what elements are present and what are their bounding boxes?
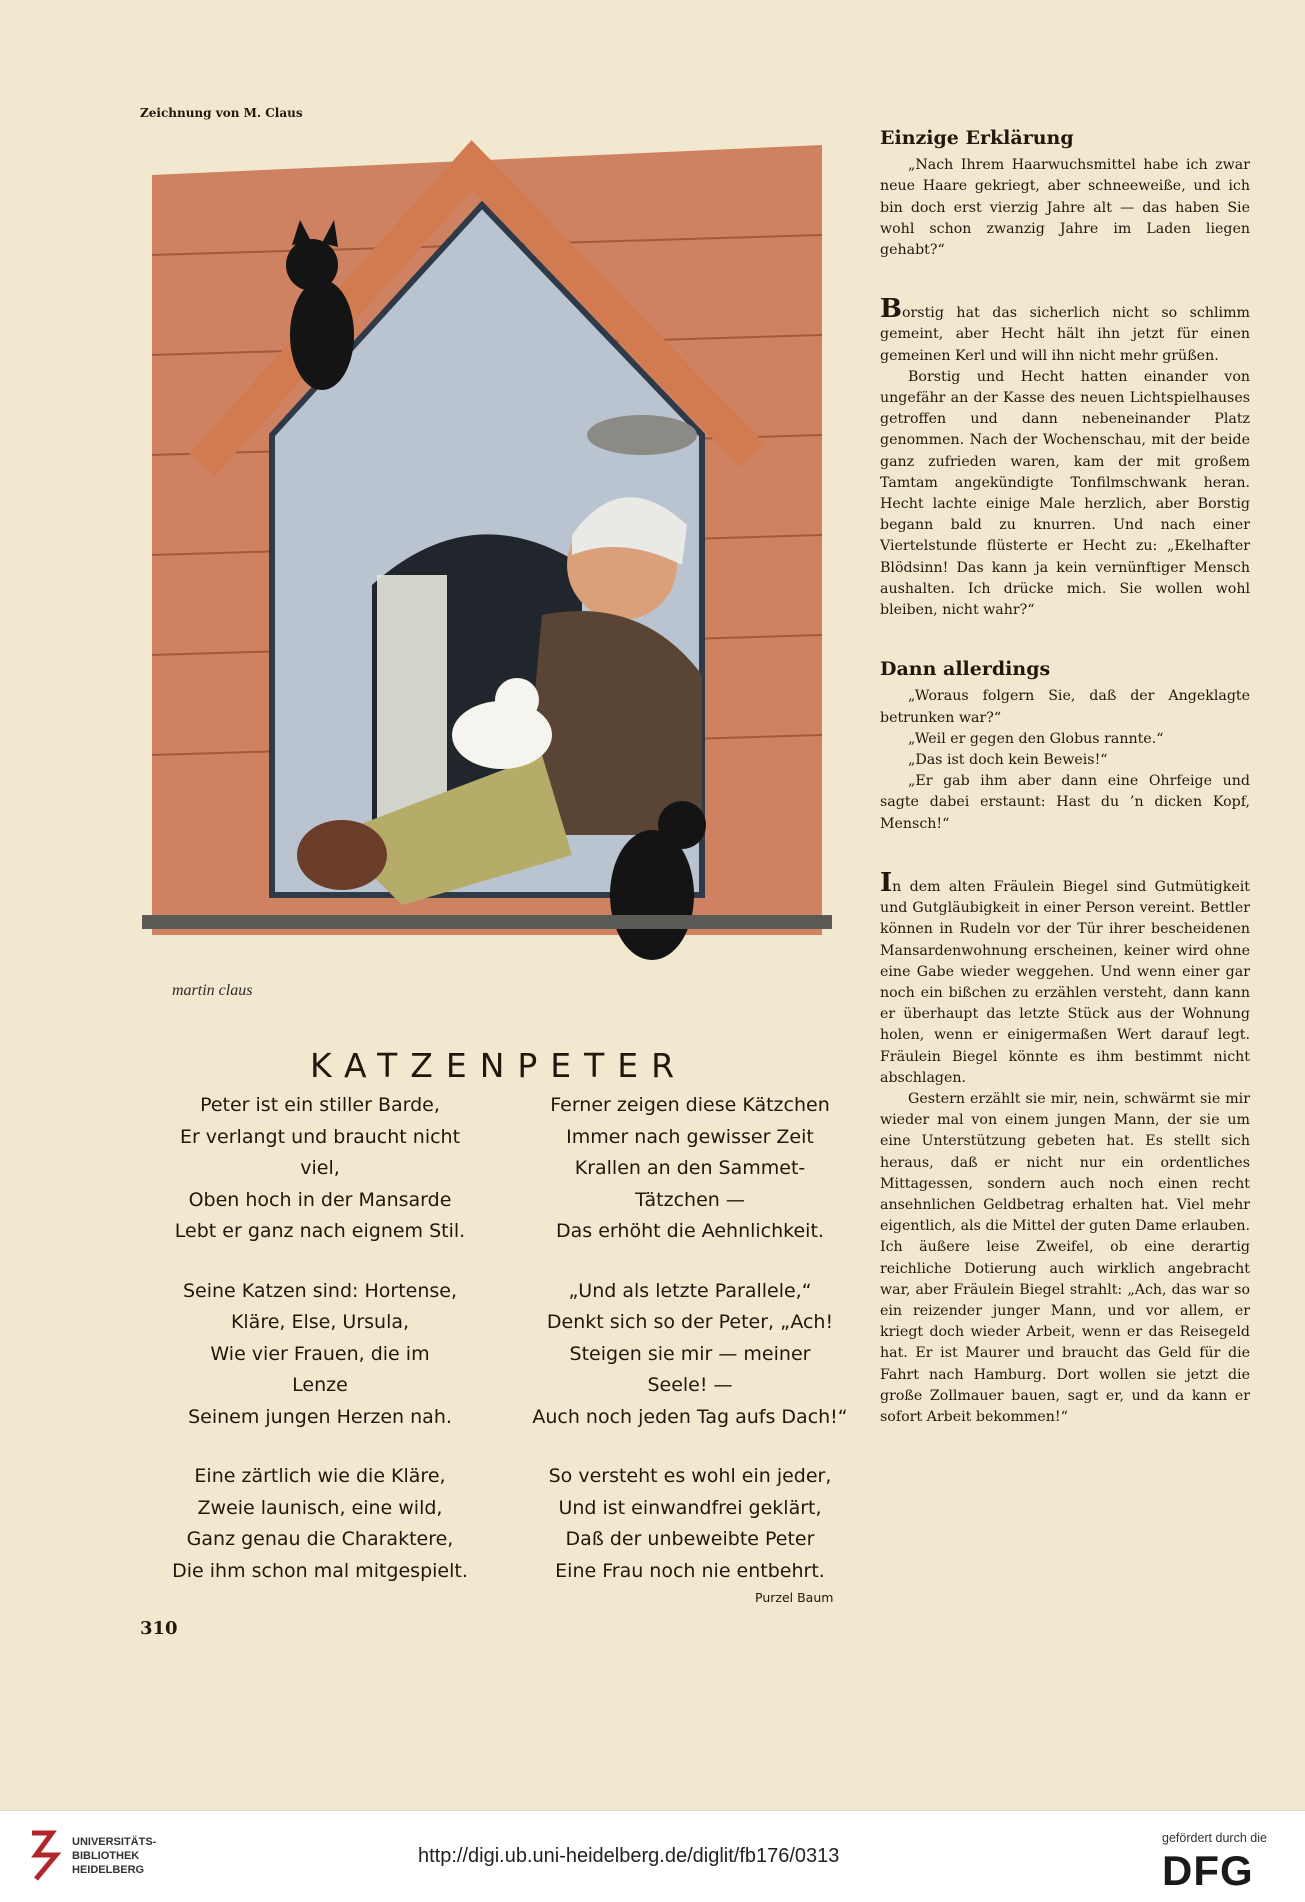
stanza: [510, 1276, 870, 1434]
poem-line: Das erhöht die Aehnlichkeit.: [556, 1220, 824, 1242]
right-column: [880, 128, 1250, 1428]
poem-line: Seinem jungen Herzen nah.: [188, 1405, 452, 1428]
illustration: [142, 135, 832, 1015]
poem-line: Eine Frau noch nie entbehrt.: [555, 1559, 825, 1582]
poem-line: Auch noch jeden Tag aufs Dach!“: [532, 1405, 848, 1428]
drop-initial: I: [880, 867, 893, 898]
poem-line: Zweie launisch, eine wild,: [197, 1496, 443, 1519]
poem-left-column: [130, 1090, 510, 1615]
poem-line: Daß der unbeweibte Peter: [565, 1528, 815, 1550]
poem-line: Wie vier Frauen, die im: [210, 1342, 430, 1365]
poem-line: Eine zärtlich wie die Kläre,: [194, 1465, 446, 1487]
poem-line: Die ihm schon mal mitgespielt.: [172, 1559, 468, 1582]
poem-line: Lenze: [292, 1374, 348, 1396]
paragraph: „Woraus folgern Sie, daß der Angeklagte betrunken war?“: [880, 688, 1250, 726]
poem-line: Ferner zeigen diese Kätzchen: [550, 1094, 830, 1116]
poem-author: Purzel Baum: [755, 1590, 834, 1605]
poem-right-column: [510, 1090, 870, 1615]
paragraph: „Er gab ihm aber dann eine Ohrfeige und sagte dabei erstaunt: Hast du ’n dicken Kopf, Mensch!“: [880, 773, 1250, 832]
poem-line: viel,: [300, 1157, 340, 1179]
drop-initial: B: [880, 294, 902, 325]
poem-line: Denkt sich so der Peter, „Ach!: [546, 1311, 834, 1333]
poem-line: Lebt er ganz nach eignem Stil.: [174, 1220, 466, 1242]
illustration-credit: Zeichnung von M. Claus: [140, 106, 303, 120]
paragraph: „Weil er gegen den Globus rannte.“: [908, 730, 1164, 747]
poem-line: Er verlangt und braucht nicht: [179, 1125, 461, 1148]
section-heading: Dann allerdings: [880, 658, 1051, 681]
artist-signature: martin claus: [172, 982, 253, 999]
paragraph: Gestern erzählt sie mir, nein, schwärmt sie mir wieder mal von einem jungen Mann, der sie um eine Unterstützung gebeten hat. Es stellt sich heraus, daß er nicht nur ein ordentliches Mittagessen, sondern auch noch einen recht ansehnlichen Geldbetrag erhalten hat. Viel mehr eigentlich, als die Mittel der guten Dame erlauben. Ich äußere leise Zweifel, ob eine derartig reichliche Dotierung auch wirklich angebracht war, aber Fräulein Biegel strahlt: „Ach, das war so ein reizender junger Mann, und vor allem, er kriegt doch wieder Arbeit, wenn er das Reisegeld hat. Er ist Maurer und braucht das Geld für die Fahrt nach Hamburg. Dort wollen sie jetzt die große Zollmauer bauen, sagt er, und da kann er sofort Arbeit bekommen!“: [880, 1090, 1250, 1425]
poem-line: Kläre, Else, Ursula,: [230, 1311, 410, 1333]
poem-line: Ganz genau die Charaktere,: [186, 1528, 454, 1550]
paragraph: Borstig und Hecht hatten einander von ungefähr an der Kasse des neuen Lichtspielhauses getroffen und dann nebeneinander Platz genommen. Nach der Wochenschau, mit der beide ganz zufrieden waren, kam der mit großem Tamtam angekündigte Tonfilmschwank heran. Hecht lachte einige Male herzlich, aber Borstig begann bald zu knurren. Und nach einer Viertelstunde flüsterte er Hecht zu: „Ekelhafter Blödsinn! Das kann ja kein vernünftiger Mensch aushalten. Ich drücke mich. Sie wollen wohl bleiben, nicht wahr?“: [880, 368, 1250, 619]
poem-line: Steigen sie mir — meiner: [569, 1342, 811, 1365]
section-heading: Einzige Erklärung: [880, 127, 1074, 149]
poem-line: So versteht es wohl ein jeder,: [548, 1465, 832, 1487]
poem-line: Oben hoch in der Mansarde: [188, 1188, 452, 1211]
library-logo-icon: [28, 1829, 64, 1883]
poem-line: „Und als letzte Parallele,“: [568, 1279, 812, 1302]
poem-title: KATZENPETER: [310, 1046, 688, 1085]
stanza: [510, 1090, 870, 1248]
funding-note: gefördert durch die: [1162, 1831, 1267, 1845]
paragraph: „Das ist doch kein Beweis!“: [908, 752, 1108, 769]
stanza: [130, 1461, 510, 1587]
dfg-logo: DFG: [1162, 1847, 1254, 1894]
page-number: 310: [140, 1618, 178, 1639]
stanza: [510, 1461, 870, 1587]
stanza: [130, 1276, 510, 1434]
stanza: [130, 1090, 510, 1248]
library-name: UNIVERSITÄTS- BIBLIOTHEK HEIDELBERG: [72, 1836, 157, 1876]
poem-line: Immer nach gewisser Zeit: [566, 1125, 814, 1148]
permalink[interactable]: http://digi.ub.uni-heidelberg.de/diglit/fb176/0313: [418, 1845, 840, 1867]
paragraph: In dem alten Fräulein Biegel sind Gutmütigkeit und Gutgläubigkeit in einer Person vereint. Bettler können in Rudeln vor der Tür ihrer bescheidenen Mansardenwohnung erscheinen, keiner wird ohne eine Gabe wieder weggehen. Und wenn einer gar noch ein bißchen zu erzählen versteht, dann kann er überhaupt das letzte Stück aus der Wohnung holen, wenn er einigermaßen Wert darauf legt. Fräulein Biegel könnte es ihm bestimmt nicht abschlagen.: [880, 867, 1250, 1086]
poem-line: Seele! —: [647, 1374, 733, 1396]
poem-line: Tätzchen —: [635, 1188, 745, 1211]
paragraph: „Nach Ihrem Haarwuchsmittel habe ich zwar neue Haare gekriegt, aber schneeweiße, und ich bin doch erst vierzig Jahre alt — das haben Sie wohl schon zwanzig Jahre im Laden liegen gehabt?“: [880, 157, 1250, 259]
poem-line: Und ist einwandfrei geklärt,: [558, 1496, 822, 1519]
digitization-footer: [0, 1810, 1305, 1902]
poem-line: Peter ist ein stiller Barde,: [200, 1094, 440, 1116]
paragraph: Borstig hat das sicherlich nicht so schlimm gemeint, aber Hecht hält ihn jetzt für einen gemeinen Kerl und will ihn nicht mehr grüßen.: [880, 294, 1250, 364]
poem-line: Krallen an den Sammet-: [574, 1157, 806, 1179]
poem-line: Seine Katzen sind: Hortense,: [182, 1279, 457, 1302]
